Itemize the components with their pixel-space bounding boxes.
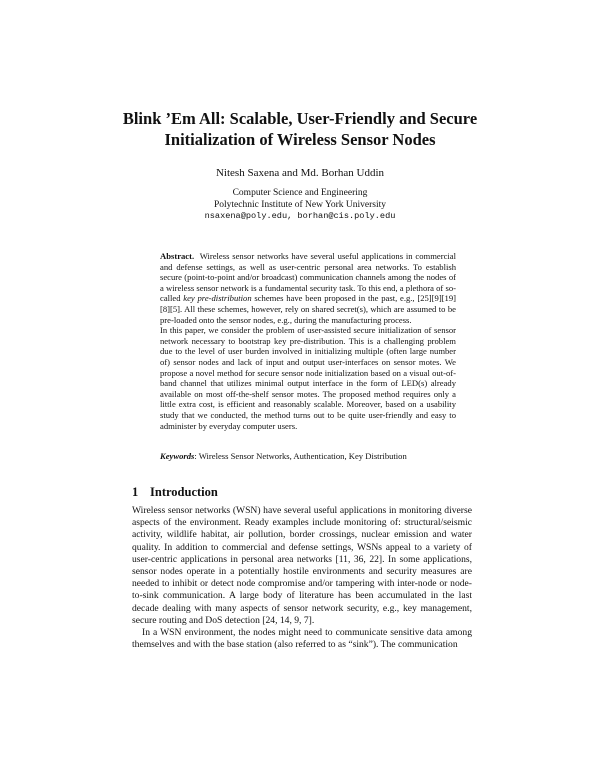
body-paragraph-1: Wireless sensor networks (WSN) have several useful applications in monitoring diverse aspects of the environment. Ready examples include monitoring of: structural/seismic activity, wildlife habitat, air pollution, border crossings, nuclear emission and water quality. In addition to commercial and defense settings, WSNs appeal to a variety of user-centric applications in personal area networks [11, 36, 22]. In some applications, sensor nodes operate in a potentially hostile environments and security measures are needed to inhibit or detect node compromise and/or tampering with inter-node or node-to-sink communication. A large body of literature has been accumulated in the last decade dealing with many aspects of sensor network security, e.g., key management, secure routing and DoS detection [24, 14, 9, 7]. [132,505,472,626]
abstract-emphasis: key pre-distribution [183,293,252,304]
section-heading [132,485,218,500]
body-text [132,505,472,651]
title-line-1: Blink ’Em All: Scalable, User-Friendly and Secure [122,109,478,128]
abstract-label: Abstract. [160,251,195,261]
author-emails: nsaxena@poly.edu, borhan@cis.poly.edu [204,211,396,221]
authors: Nitesh Saxena and Md. Borhan Uddin [215,167,385,179]
keywords [160,451,460,462]
abstract-text-1: Wireless sensor networks have several useful applications in commercial and defense settings, as well as user-centric personal area networks. To establish secure (point-to-point and/or broadcast) communication channels among the nodes of a wireless sensor network is a fundamental security task. To this end, a plethora of so-called [160,251,456,304]
affiliation-department: Computer Science and Engineering [232,188,368,198]
keywords-label: Keywords [160,451,195,461]
paper-title [90,108,510,150]
keywords-text: : Wireless Sensor Networks, Authentication, Key Distribution [194,451,407,461]
abstract [160,251,456,431]
abstract-paragraph-2: In this paper, we consider the problem of user-assisted secure initialization of sensor network necessary to bootstrap key pre-distribution. This is a challenging problem due to the level of user burden involved in initializing multiple (often large number of) sensor nodes and lack of input and output user-interfaces on sensor motes. We propose a novel method for secure sensor node initialization based on a visual out-of-band channel that utilizes minimal output interface in the form of LED(s) already available on most off-the-shelf sensor motes. The proposed method requires only a little extra cost, is efficient and reasonably scalable. Moreover, based on a usability study that we conducted, the method turns out to be quite user-friendly and easy to administer by everyday computer users. [160,325,456,431]
abstract-text-2: schemes have been proposed in the past, e.g., [25][9][19][8][5]. All these schemes, however, rely on shared secret(s), which are assumed to be pre-loaded onto the sensor nodes, e.g., during the manufacturing process. [160,293,456,325]
abstract-paragraph-1 [160,251,456,325]
section-title: Introduction [150,485,218,499]
affiliation-institute: Polytechnic Institute of New York University [213,199,387,210]
section-number: 1 [132,485,139,499]
body-paragraph-2: In a WSN environment, the nodes might need to communicate sensitive data among themselves and with the base station (also referred to as “sink”). The communication [132,627,472,651]
title-line-2: Initialization of Wireless Sensor Nodes [164,130,436,149]
affiliation [100,188,500,223]
